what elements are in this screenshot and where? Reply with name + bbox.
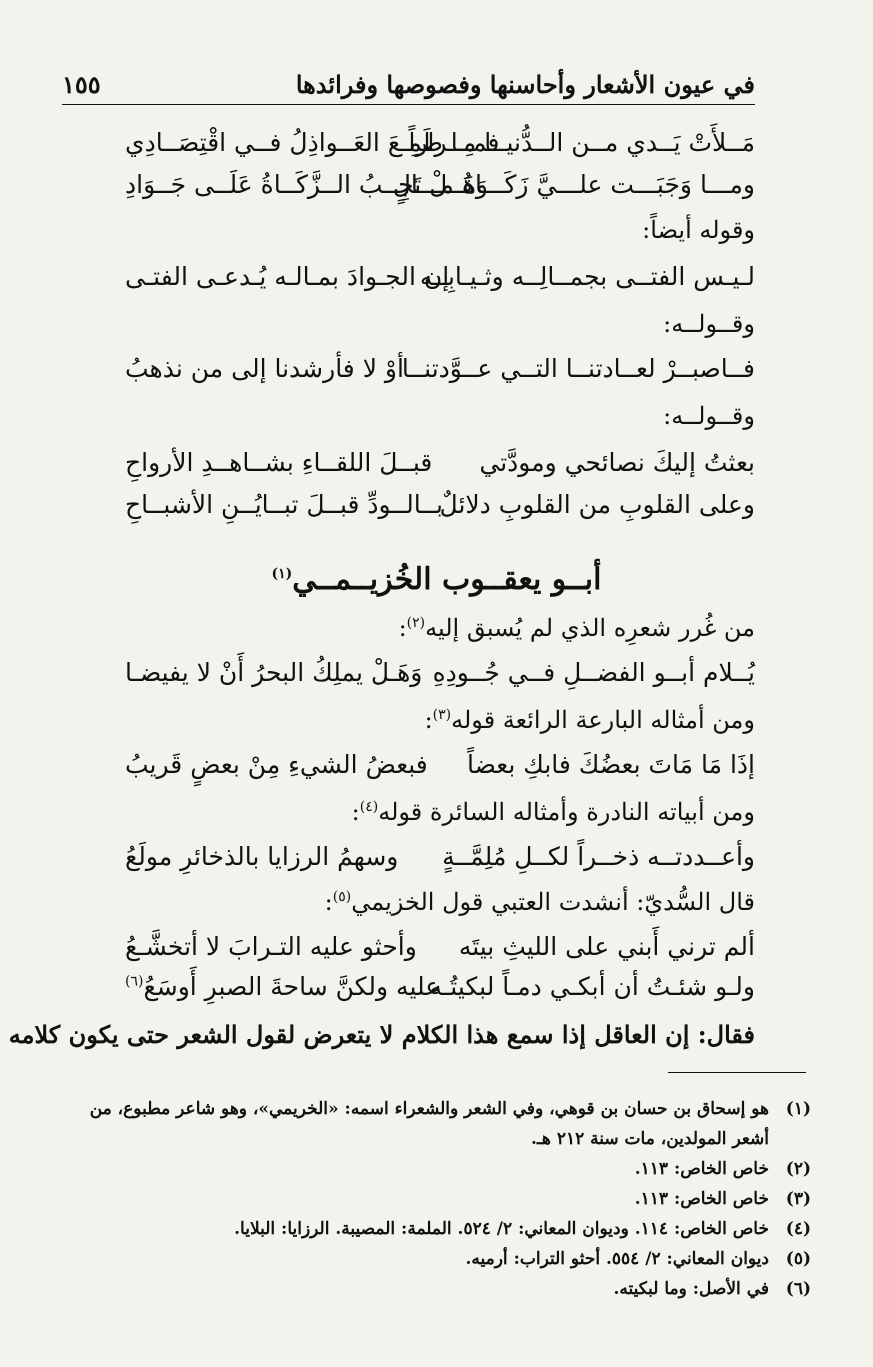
intro-colon: : [324, 888, 333, 916]
footnote-text: خاص الخاص: ١١٣. [634, 1159, 769, 1179]
footnote-number: (٥) [785, 1249, 811, 1269]
hemistich-first: إذَا مَا مَاتَ بعضُكَ فابكِ بعضاً [467, 750, 755, 779]
verse-line [125, 170, 755, 206]
verse-intro: وقــولــه: [663, 310, 755, 338]
footnote [62, 1244, 811, 1274]
footnote [62, 1214, 811, 1244]
verse-intro [352, 798, 755, 826]
hemistich-first: مَــلأَتْ يَــدي مــن الــدُّنيــا مِــراراً [408, 128, 755, 157]
verse-line [125, 448, 755, 484]
hemistich-second [125, 972, 440, 1001]
intro-text: من غُرر شعرِه الذي لم يُسبق إليه [425, 614, 755, 642]
verse-intro: وقوله أيضاً: [642, 216, 755, 244]
intro-colon: : [424, 706, 433, 734]
running-title: في عيون الأشعار وأحاسنها وفصوصها وفرائدها [295, 70, 755, 99]
footnote-ref: (٤) [359, 799, 379, 815]
footnote-text: هو إسحاق بن حسان بن قوهي، وفي الشعر والشعراء اسمه: «الخريمي»، وهو شاعر مطبوع، من أشعر المولدين، مات سنة ٢١٢ هـ. [89, 1099, 769, 1149]
hemistich-second: إن الجـوادَ بمـالـه يُـدعـى الفتـى [125, 262, 450, 291]
footnote-text: خاص الخاص: ١١٤. وديوان المعاني: ٢/ ٥٢٤. الملمة: المصيبة. الرزايا: البلايا. [234, 1219, 769, 1239]
section-heading [0, 562, 873, 597]
footnote-number: (٤) [785, 1219, 811, 1239]
footnote [62, 1184, 811, 1214]
footnote-ref: (١) [271, 566, 293, 582]
hemistich-second: وسهمُ الرزايا بالذخائرِ مولَعُ [125, 842, 399, 871]
hemistich-first: لـيـس الفتــى بجمــالِــه وثـيـابِــه [419, 262, 755, 291]
intro-colon: : [351, 798, 360, 826]
hemistich-second: فمــا طَمِـعَ العَــواذِلُ فــي اقْتِصَــادِي [125, 128, 500, 157]
hemistich-first: يُــلام أبــو الفضــلِ فــي جُــودِهِ [432, 658, 755, 687]
hemistich-first: وأعــددتــه ذخــراً لكــلِ مُلِمَّــةٍ [442, 842, 755, 871]
hemistich-text: عليه ولكنَّ ساحةَ الصبرِ أَوسَعُ [143, 972, 441, 1001]
intro-text: قال السُّديّ: أنشدت العتبي قول الخزيمي [351, 888, 755, 916]
footnote-ref: (٦) [125, 973, 144, 990]
hemistich-second: وَهَــلْ تَجِــبُ الــزَّكَــاةُ عَلَــى جَــوَادِ [125, 170, 488, 199]
hemistich-second: قبــلَ اللقــاءِ بشــاهــدِ الأرواحِ [125, 448, 433, 477]
verse-line [125, 354, 755, 390]
footnote-number: (١) [785, 1099, 811, 1119]
footnote-number: (٢) [785, 1159, 811, 1179]
verse-line [125, 972, 755, 1008]
footnote-ref: (٢) [406, 615, 426, 631]
verse-line [125, 750, 755, 786]
footnote-ref: (٥) [332, 889, 352, 905]
footnote-text: خاص الخاص: ١١٣. [634, 1189, 769, 1209]
footnotes [62, 1094, 811, 1304]
footnote-number: (٦) [785, 1279, 811, 1299]
verse-intro [399, 614, 755, 642]
section-heading-text: أبــو يعقــوب الخُزيــمــي [292, 562, 602, 597]
verse-line [125, 128, 755, 164]
verse-line [125, 842, 755, 878]
header-rule [62, 104, 755, 105]
footnote-rule [668, 1072, 806, 1073]
hemistich-second: أوْ لا فأرشدنا إلى من نذهبُ [125, 354, 404, 383]
page-number: ١٥٥ [62, 70, 101, 99]
hemistich-second: بــالــودِّ قبــلَ تبــايُــنِ الأشبــاحِ [125, 490, 443, 519]
footnote [62, 1274, 811, 1304]
hemistich-second: وأحثو عليه التـرابَ لا أتخشَّـعُ [125, 932, 417, 961]
hemistich-first: وعلى القلوبِ من القلوبِ دلائلٌ [439, 490, 755, 519]
hemistich-second: وَهَـلْ يملِكُ البحرُ أَنْ لا يفيضـا [125, 658, 423, 687]
footnote-number: (٣) [785, 1189, 811, 1209]
hemistich-first: ومـــا وَجَبَـــت علـــيَّ زَكَـــاةُ مـــالٍ [392, 170, 755, 199]
verse-line [125, 658, 755, 694]
hemistich-first: ولـو شئـتُ أن أبكـي دمـاً لبكيتُـه [429, 972, 755, 1001]
hemistich-first: ألم ترني أَبني على الليثِ بيتَه [458, 932, 755, 961]
footnote [62, 1154, 811, 1184]
hemistich-first: فــاصبــرْ لعــادتنــا التــي عــوَّدتنــا [401, 354, 755, 383]
hemistich-second: فبعضُ الشيءِ مِنْ بعضٍ قَريبُ [125, 750, 428, 779]
footnote [62, 1094, 811, 1154]
closing-paragraph: فقال: إن العاقل إذا سمع هذا الكلام لا يتعرض لقول الشعر حتى يكون كلامه [8, 1020, 755, 1049]
verse-intro: وقــولــه: [663, 402, 755, 430]
footnote-text: في الأصل: وما لبكيته. [613, 1279, 769, 1299]
intro-text: ومن أبياته النادرة وأمثاله السائرة قوله [378, 798, 755, 826]
page-header [62, 70, 755, 104]
verse-line [125, 490, 755, 526]
verse-intro [425, 706, 755, 734]
intro-text: ومن أمثاله البارعة الرائعة قوله [451, 706, 755, 734]
verse-line [125, 932, 755, 968]
footnote-text: ديوان المعاني: ٢/ ٥٥٤. أحثو التراب: أرميه. [465, 1249, 769, 1269]
hemistich-first: بعثتُ إليكَ نصائحي ومودَّتي [479, 448, 755, 477]
verse-line [125, 262, 755, 298]
intro-colon: : [398, 614, 407, 642]
footnote-ref: (٣) [432, 707, 452, 723]
verse-intro [325, 888, 755, 916]
